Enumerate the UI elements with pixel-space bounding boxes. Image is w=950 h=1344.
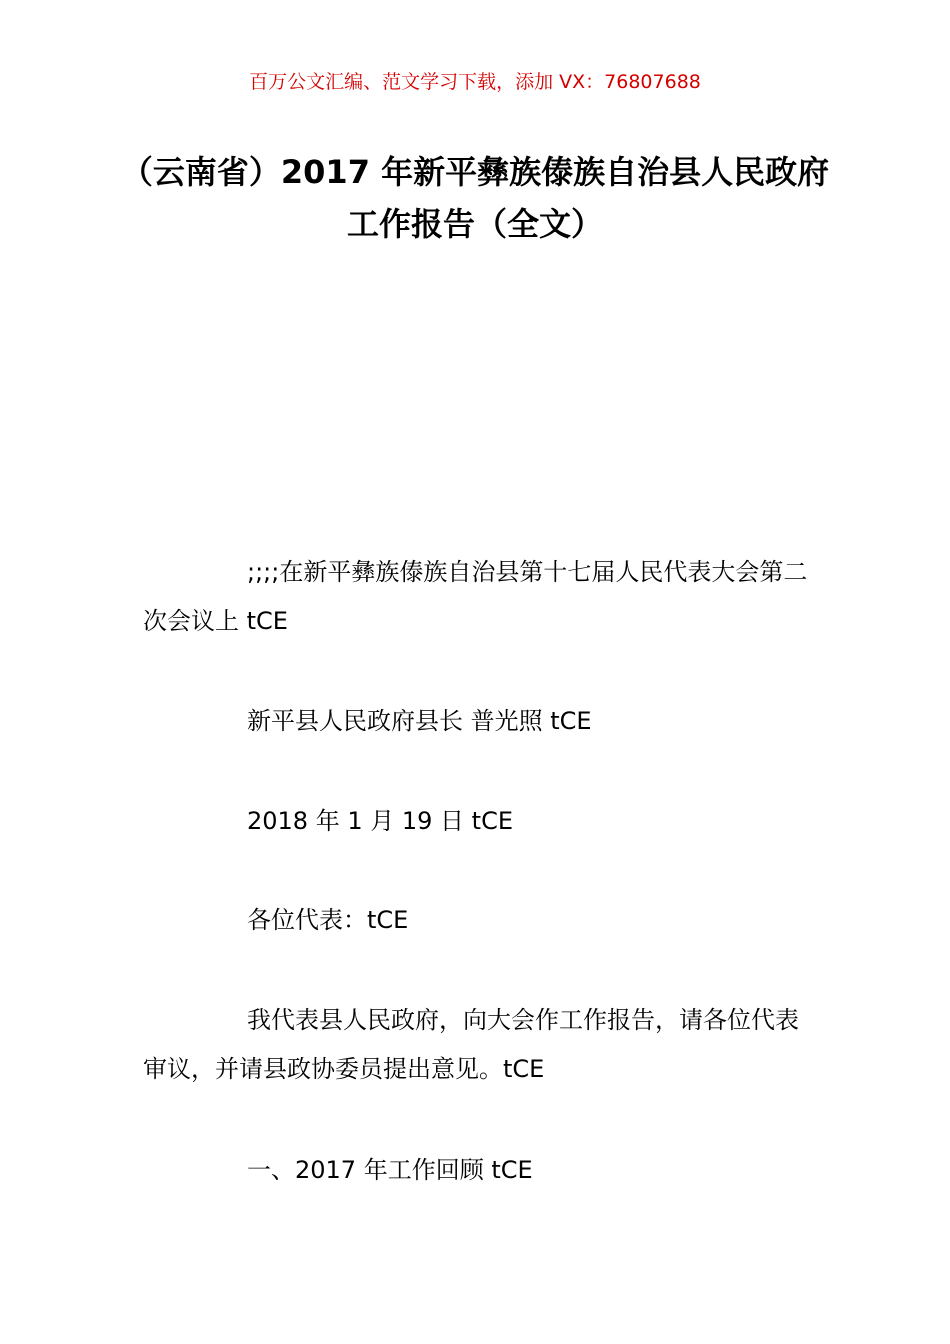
paragraph-date: 2018 年 1 月 19 日 tCE	[247, 807, 513, 835]
document-title: （云南省）2017 年新平彝族傣族自治县人民政府工作报告（全文）	[120, 153, 830, 243]
paragraph-meeting-line: ;;;;在新平彝族傣族自治县第十七届人民代表大会第二次会议上 tCE	[143, 558, 808, 635]
paragraph-intro: 我代表县人民政府，向大会作工作报告，请各位代表审议，并请县政协委员提出意见。tCE	[143, 1006, 799, 1083]
paragraph-salutation: 各位代表：tCE	[247, 906, 409, 934]
paragraph-speaker: 新平县人民政府县长 普光照 tCE	[247, 707, 592, 735]
header-contact-note: 百万公文汇编、范文学习下载，添加 VX：76807688	[249, 71, 701, 93]
section-heading-review: 一、2017 年工作回顾 tCE	[247, 1156, 533, 1184]
